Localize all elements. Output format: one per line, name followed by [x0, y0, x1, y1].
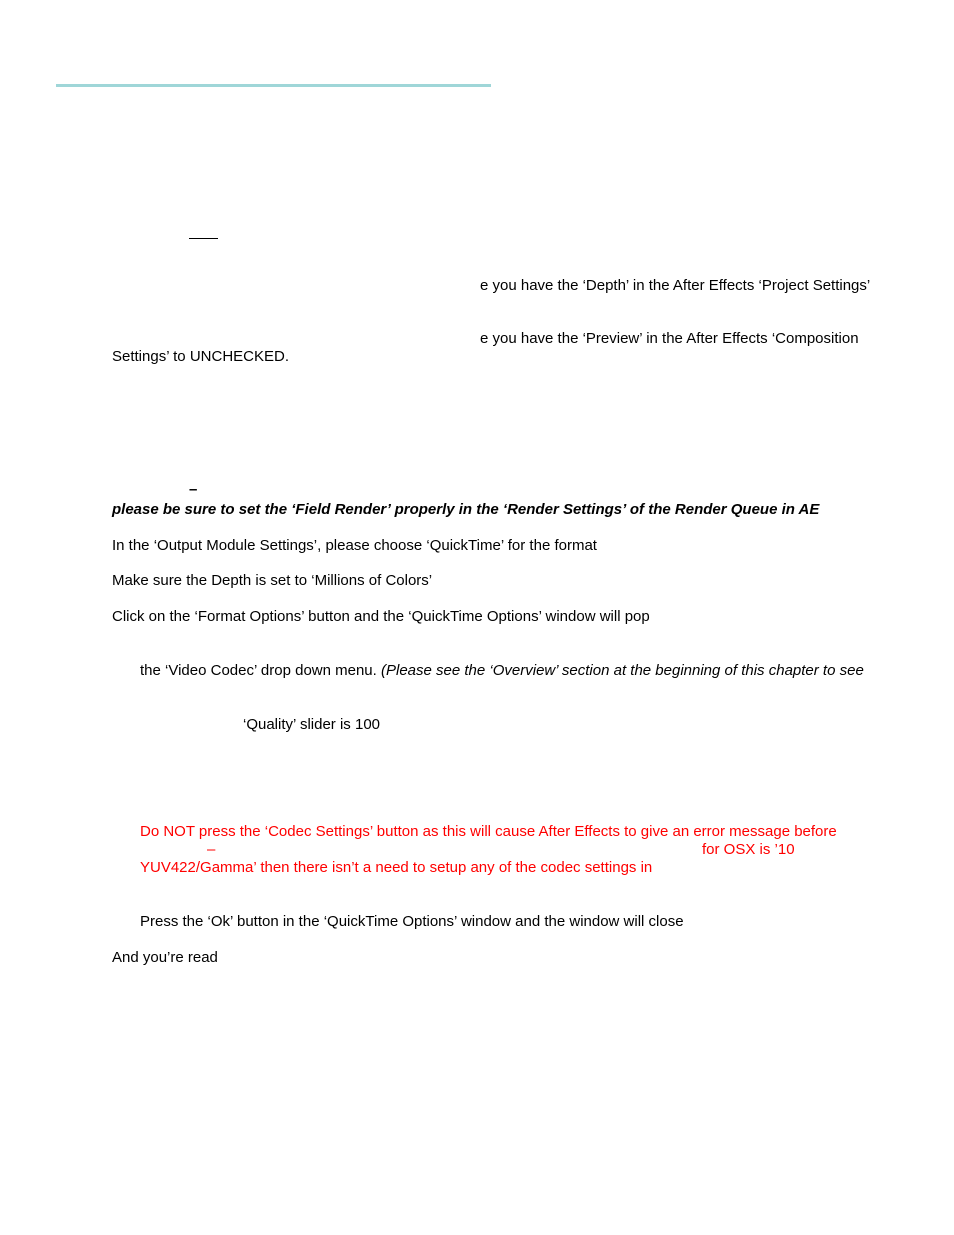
- output-module-step: In the ‘Output Module Settings’, please choose ‘QuickTime’ for the format: [112, 537, 597, 554]
- warning-line-3: YUV422/Gamma’ then there isn’t a need to setup any of the codec settings in: [140, 859, 653, 876]
- dash-mark: –: [189, 481, 198, 498]
- press-ok-step: Press the ‘Ok’ button in the ‘QuickTime Options’ window and the window will close: [140, 913, 684, 930]
- field-render-note: please be sure to set the ‘Field Render’ properly in the ‘Render Settings’ of the Render Queue in AE: [112, 501, 820, 518]
- preview-setting-continuation: Settings’ to UNCHECKED.: [112, 348, 289, 365]
- underline-mark: [189, 238, 218, 239]
- video-codec-text: the ‘Video Codec’ drop down menu.: [140, 662, 377, 679]
- ready-line: And you’re read: [112, 949, 218, 966]
- video-codec-note: (Please see the ‘Overview’ section at the beginning of this chapter to see: [381, 662, 864, 679]
- warning-line-1: Do NOT press the ‘Codec Settings’ button as this will cause After Effects to give an error message before: [140, 823, 837, 840]
- preview-setting-line: e you have the ‘Preview’ in the After Effects ‘Composition: [480, 330, 859, 347]
- warning-osx: for OSX is ’10: [702, 841, 795, 858]
- format-options-step: Click on the ‘Format Options’ button and the ‘QuickTime Options’ window will pop: [112, 608, 650, 625]
- depth-setting-line: e you have the ‘Depth’ in the After Effects ‘Project Settings’: [480, 277, 871, 294]
- video-codec-step: [140, 662, 864, 680]
- depth-millions-step: Make sure the Depth is set to ‘Millions of Colors’: [112, 572, 433, 589]
- quality-slider-step: ‘Quality’ slider is 100: [243, 716, 380, 733]
- warning-dash: –: [207, 841, 216, 858]
- header-rule: [56, 84, 491, 87]
